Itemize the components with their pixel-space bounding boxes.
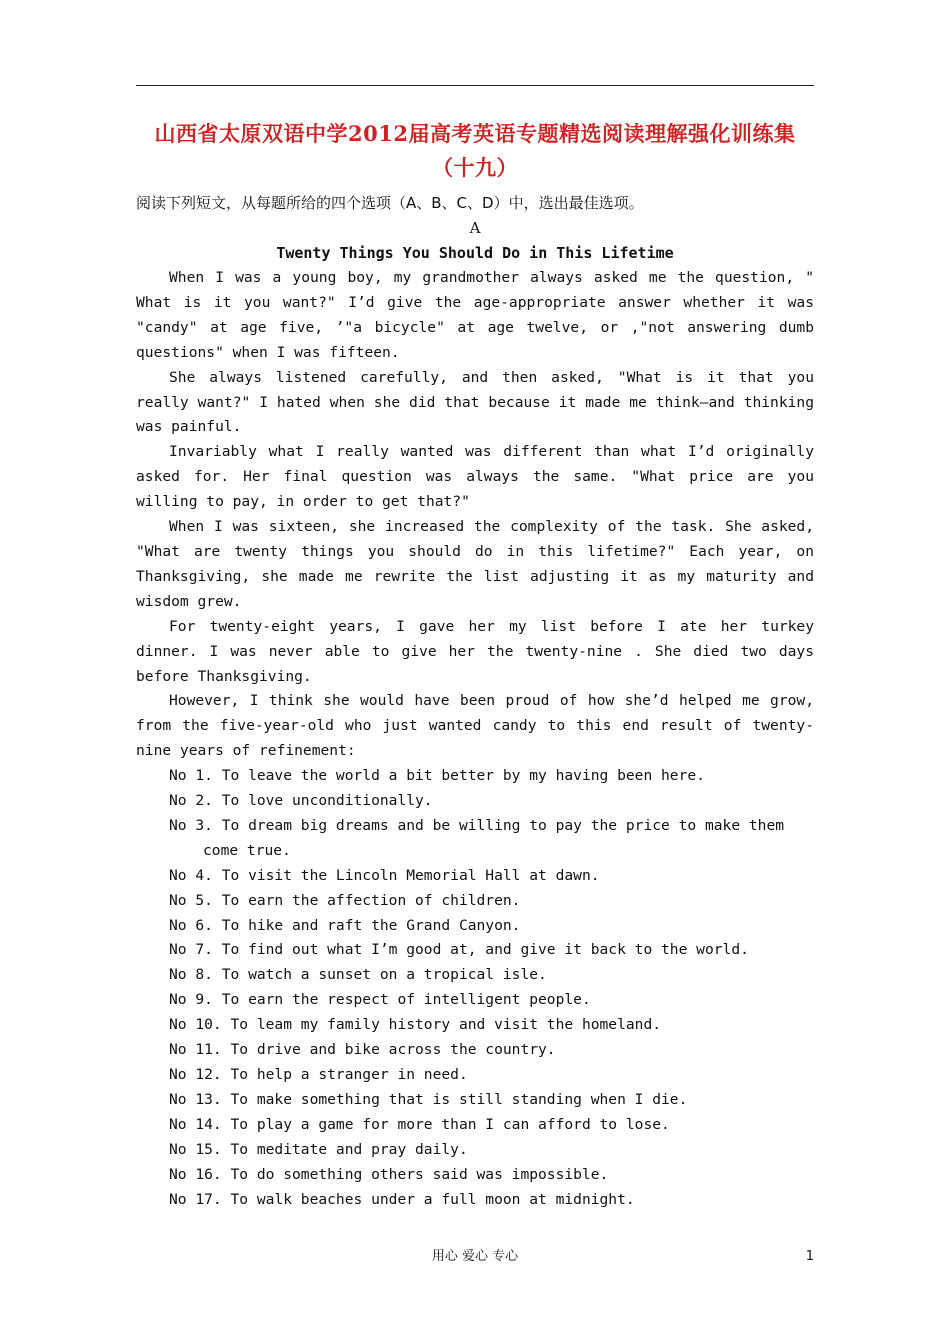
list-item: No 1. To leave the world a bit better by my having been here. (169, 767, 705, 785)
list-item: No 11. To drive and bike across the country. (169, 1041, 556, 1059)
list-item: No 2. To love unconditionally. (169, 792, 433, 810)
list-item: No 4. To visit the Lincoln Memorial Hall at dawn. (169, 866, 600, 884)
document-title: 山西省太原双语中学2012届高考英语专题精选阅读理解强化训练集 (154, 121, 796, 146)
list-item: No 17. To walk beaches under a full moon at midnight. (169, 1190, 635, 1208)
list-item: No 15. To meditate and pray daily. (169, 1140, 468, 1158)
document-subtitle: （十九） (432, 155, 518, 180)
header-rule (136, 85, 814, 86)
list-item: No 14. To play a game for more than I can afford to lose. (169, 1115, 670, 1133)
list-item: No 10. To leam my family history and visit the homeland. (169, 1016, 662, 1034)
instructions: 阅读下列短文，从每题所给的四个选项（A、B、C、D）中，选出最佳选项。 (136, 194, 644, 212)
article-title: Twenty Things You Should Do in This Lifetime (276, 244, 674, 262)
paragraph: Invariably what I really wanted was different than what I’d originally asked for. Her final question was always the same. "What price are you willing to pay, in order to get that?" (136, 443, 814, 511)
list-item: No 9. To earn the respect of intelligent people. (169, 991, 591, 1009)
list-item: No 13. To make something that is still standing when I die. (169, 1090, 688, 1108)
article-body (136, 266, 814, 1212)
list-item: No 7. To find out what I’m good at, and give it back to the world. (169, 941, 749, 959)
list-item: No 5. To earn the affection of children. (169, 891, 521, 909)
section-label: A (469, 219, 481, 237)
list-item: No 12. To help a stranger in need. (169, 1066, 468, 1083)
list-item: No 16. To do something others said was impossible. (169, 1165, 609, 1183)
list-item: No 8. To watch a sunset on a tropical isle. (169, 966, 547, 984)
paragraph: When I was sixteen, she increased the complexity of the task. She asked, "What are twenty things you should do in this lifetime?" Each year, on Thanksgiving, she made me rewrite the list adjusting it as my maturity and wisdom grew. (136, 518, 814, 610)
list-item: No 6. To hike and raft the Grand Canyon. (169, 916, 521, 934)
paragraph: When I was a young boy, my grandmother always asked me the question, " What is it you want?" I’d give the age-appropriate answer whether it was "candy" at age five, ’"a bicycle" at age twelve, or ,"not answering dumb questions" when I was fifteen. (136, 269, 814, 361)
page-number: 1 (805, 1249, 814, 1264)
paragraph: However, I think she would have been proud of how she’d helped me grow, from the five-year-old who just wanted candy to this end result of twenty-nine years of refinement: (136, 692, 814, 760)
paragraph: She always listened carefully, and then asked, "What is it that you really want?" I hated when she did that because it made me think—and thinking was painful. (136, 368, 814, 436)
footer-motto: 用心 爱心 专心 (431, 1249, 519, 1264)
list-item: No 3. To dream big dreams and be willing to pay the price to make them come true. (169, 816, 785, 859)
paragraph: For twenty-eight years, I gave her my list before I ate her turkey dinner. I was never able to give her the twenty-nine . She died two days before Thanksgiving. (136, 617, 814, 685)
